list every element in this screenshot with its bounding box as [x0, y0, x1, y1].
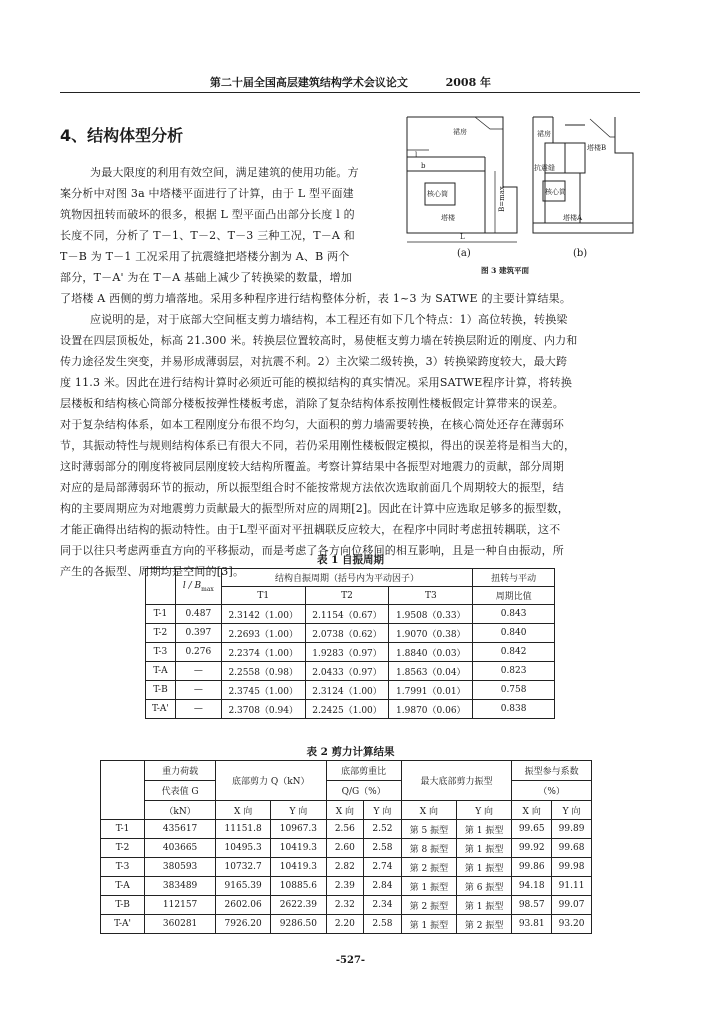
- text-line: 传力途径发生突变，并易形成薄弱层，对抗震不利。2）主次梁二级转换，3）转换梁跨度较大，最大跨: [60, 355, 568, 368]
- cell-t2: 2.0738（0.62）: [305, 624, 389, 643]
- cell-period-ratio: 0.838: [473, 700, 555, 719]
- cell-ry: 2.34: [364, 896, 402, 915]
- text-line: 这时薄弱部分的刚度将被同层刚度较大结构所覆盖。考察计算结果中各振型对地震力的贡献，部分周期: [60, 460, 564, 473]
- cell-my: 第 1 振型: [457, 820, 512, 839]
- col-y: Y 向: [271, 801, 326, 820]
- cell-t2: 2.1154（0.67）: [305, 605, 389, 624]
- cell-t1: 2.2374（1.00）: [221, 643, 305, 662]
- fig-label-podium: 裙房: [453, 128, 467, 136]
- cell-mx: 第 1 振型: [401, 915, 456, 934]
- cell-my: 第 1 振型: [457, 858, 512, 877]
- cell-ratio: 0.397: [175, 624, 221, 643]
- table-1-header-t3: T3: [389, 587, 473, 605]
- ratio-symbol: l / B: [182, 580, 202, 591]
- table-1-corner: [146, 569, 176, 605]
- cell-g: 112157: [145, 896, 216, 915]
- cell-t3: 1.8840（0.03）: [389, 643, 473, 662]
- section-heading: 4、结构体型分析: [60, 126, 184, 145]
- cell-t1: 2.2558（0.98）: [221, 662, 305, 681]
- table-2-corner: [101, 761, 145, 820]
- text-line: T－B 为 T－1 工况采用了抗震缝把塔楼分割为 A、B 两个: [60, 250, 350, 263]
- cell-t2: 1.9283（0.97）: [305, 643, 389, 662]
- table-row: [146, 643, 555, 662]
- text-line: 才能正确得出结构的振动特性。由于L型平面对平扭耦联反应较大，在程序中同时考虑扭转耦联，这不: [60, 523, 561, 536]
- table-1-header-last-2: 周期比值: [473, 587, 555, 605]
- cell-ratio: 0.276: [175, 643, 221, 662]
- fig-b-gap: 抗震缝: [534, 164, 555, 172]
- table-2-h-shear: 底部剪力 Q（kN）: [215, 761, 326, 801]
- table-row: [101, 915, 592, 934]
- cell-qx: 10732.7: [215, 858, 270, 877]
- cell-qy: 10885.6: [271, 877, 326, 896]
- table-row: [146, 681, 555, 700]
- cell-case: T-B: [146, 681, 176, 700]
- cell-t3: 1.7991（0.01）: [389, 681, 473, 700]
- cell-case: T-A: [101, 877, 145, 896]
- table-2-h-ratio-1: 底部剪重比: [326, 761, 401, 781]
- table-row: [146, 624, 555, 643]
- cell-ratio: —: [175, 700, 221, 719]
- table-1-header-group: 结构自振周期（括号内为平动因子）: [221, 569, 472, 587]
- running-header: [0, 74, 701, 90]
- cell-rx: 2.82: [326, 858, 364, 877]
- cell-qx: 9165.39: [215, 877, 270, 896]
- cell-g: 360281: [145, 915, 216, 934]
- cell-px: 98.57: [512, 896, 552, 915]
- cell-my: 第 1 振型: [457, 896, 512, 915]
- cell-g: 435617: [145, 820, 216, 839]
- cell-qy: 10419.3: [271, 858, 326, 877]
- cell-g: 383489: [145, 877, 216, 896]
- col-x: X 向: [401, 801, 456, 820]
- table-2-h-load-unit: （kN）: [145, 801, 216, 820]
- cell-py: 99.89: [552, 820, 592, 839]
- col-y: Y 向: [552, 801, 592, 820]
- table-2-h-ratio-2: Q/G（%）: [326, 781, 401, 801]
- text-line: 应说明的是，对于底部大空间框支剪力墙结构，本工程还有如下几个特点：1）高位转换，转换梁: [90, 313, 568, 326]
- col-x: X 向: [215, 801, 270, 820]
- table-2-h-mass-1: 振型参与系数: [512, 761, 592, 781]
- cell-mx: 第 2 振型: [401, 858, 456, 877]
- table-row: [146, 605, 555, 624]
- cell-mx: 第 1 振型: [401, 877, 456, 896]
- fig-b-tower-a: 塔楼A: [563, 214, 583, 222]
- cell-my: 第 2 振型: [457, 915, 512, 934]
- cell-case: T-1: [101, 820, 145, 839]
- cell-t1: 2.3745（1.00）: [221, 681, 305, 700]
- cell-t1: 2.3142（1.00）: [221, 605, 305, 624]
- table-2-h-mode: 最大底部剪力振型: [401, 761, 512, 801]
- cell-rx: 2.60: [326, 839, 364, 858]
- cell-period-ratio: 0.840: [473, 624, 555, 643]
- text-line: 设置在四层顶板处，标高 21.300 米。转换层位置较高时，易使框支剪力墙在转换层附近的刚度、内力和: [60, 334, 578, 347]
- cell-mx: 第 8 振型: [401, 839, 456, 858]
- cell-mx: 第 5 振型: [401, 820, 456, 839]
- cell-period-ratio: 0.842: [473, 643, 555, 662]
- table-1-header-t2: T2: [305, 587, 389, 605]
- table-row: [146, 700, 555, 719]
- cell-case: T-2: [146, 624, 176, 643]
- figure-3: [405, 115, 640, 280]
- table-row: [146, 662, 555, 681]
- text-line: 部分，T－A' 为在 T－A 基础上减少了转换梁的数量，增加: [60, 271, 353, 284]
- table-row: [101, 896, 592, 915]
- text-line: 度 11.3 米。因此在进行结构计算时必须近可能的模拟结构的真实情况。采用SATWE程序计算，将转换: [60, 376, 573, 389]
- cell-qx: 2602.06: [215, 896, 270, 915]
- text-line: 长度不同，分析了 T－1、T－2、T－3 三种工况，T－A 和: [60, 229, 355, 242]
- cell-t2: 2.3124（1.00）: [305, 681, 389, 700]
- header-rule: [60, 92, 640, 93]
- figure-label-a: (a): [457, 248, 471, 259]
- fig-b-core: 核心筒: [545, 188, 566, 196]
- cell-case: T-3: [101, 858, 145, 877]
- cell-py: 93.20: [552, 915, 592, 934]
- fig-dim-L: L: [460, 233, 465, 241]
- table-1-caption: 表 1 自振周期: [316, 554, 385, 566]
- cell-rx: 2.20: [326, 915, 364, 934]
- table-1-header-ratio: [175, 569, 221, 605]
- cell-px: 99.92: [512, 839, 552, 858]
- cell-case: T-A': [146, 700, 176, 719]
- cell-ratio: —: [175, 662, 221, 681]
- col-x: X 向: [512, 801, 552, 820]
- cell-rx: 2.39: [326, 877, 364, 896]
- cell-case: T-A: [146, 662, 176, 681]
- table-1: [145, 568, 555, 719]
- fig-dim-side: B=max: [497, 186, 506, 212]
- table-1-header-last-1: 扭转与平动: [473, 569, 555, 587]
- cell-ry: 2.74: [364, 858, 402, 877]
- fig-dim-l: l: [415, 151, 418, 159]
- cell-t3: 1.9870（0.06）: [389, 700, 473, 719]
- text-line: 节，其振动特性与规则结构体系已有很大不同，若仍采用刚性楼板假定模拟，得出的误差将是相当大的，: [60, 439, 576, 452]
- cell-rx: 2.56: [326, 820, 364, 839]
- cell-g: 403665: [145, 839, 216, 858]
- cell-ry: 2.58: [364, 915, 402, 934]
- cell-my: 第 6 振型: [457, 877, 512, 896]
- cell-case: T-3: [146, 643, 176, 662]
- cell-ratio: —: [175, 681, 221, 700]
- cell-ry: 2.58: [364, 839, 402, 858]
- text-line: 构的主要周期应为对地震剪力贡献最大的振型所对应的周期[2]。因此在计算中应选取足够多的振型数，: [60, 502, 569, 515]
- text-line: 对于复杂结构体系，如本工程刚度分布很不均匀，大面积的剪力墙需要转换，在核心筒处还存在薄弱环: [60, 418, 564, 431]
- cell-qx: 10495.3: [215, 839, 270, 858]
- cell-t3: 1.9070（0.38）: [389, 624, 473, 643]
- cell-qy: 9286.50: [271, 915, 326, 934]
- cell-ry: 2.52: [364, 820, 402, 839]
- table-row: [101, 858, 592, 877]
- cell-qx: 11151.8: [215, 820, 270, 839]
- cell-my: 第 1 振型: [457, 839, 512, 858]
- fig-label-tower: 塔楼: [441, 214, 455, 222]
- cell-qy: 2622.39: [271, 896, 326, 915]
- figure-label-b: (b): [573, 248, 588, 259]
- fig-b-tower-b: 塔楼B: [587, 144, 607, 152]
- table-2-caption: 表 2 剪力计算结果: [306, 746, 395, 758]
- cell-case: T-A': [101, 915, 145, 934]
- fig-dim-b: b: [421, 162, 426, 170]
- fig-label-core: 核心筒: [427, 190, 448, 198]
- fig-b-podium: 裙房: [537, 130, 551, 138]
- cell-px: 94.18: [512, 877, 552, 896]
- text-line: 产生的各振型、周期均是空间的[3]。: [60, 565, 245, 578]
- cell-px: 99.86: [512, 858, 552, 877]
- table-2-h-load-1: 重力荷载: [145, 761, 216, 781]
- cell-period-ratio: 0.758: [473, 681, 555, 700]
- ratio-subscript: max: [201, 585, 214, 593]
- cell-case: T-2: [101, 839, 145, 858]
- table-2-h-mass-2: （%）: [512, 781, 592, 801]
- cell-t2: 2.2425（1.00）: [305, 700, 389, 719]
- cell-py: 99.07: [552, 896, 592, 915]
- cell-px: 99.65: [512, 820, 552, 839]
- cell-t3: 1.9508（0.33）: [389, 605, 473, 624]
- col-y: Y 向: [457, 801, 512, 820]
- header-year: 2008 年: [445, 76, 492, 89]
- cell-qy: 10967.3: [271, 820, 326, 839]
- cell-period-ratio: 0.823: [473, 662, 555, 681]
- cell-py: 99.68: [552, 839, 592, 858]
- cell-py: 99.98: [552, 858, 592, 877]
- text-line: 案分析中对图 3a 中塔楼平面进行了计算，由于 L 型平面建: [60, 187, 354, 200]
- cell-t3: 1.8563（0.04）: [389, 662, 473, 681]
- table-2: [100, 760, 592, 934]
- table-1-header-t1: T1: [221, 587, 305, 605]
- cell-qx: 7926.20: [215, 915, 270, 934]
- cell-py: 91.11: [552, 877, 592, 896]
- cell-case: T-1: [146, 605, 176, 624]
- cell-rx: 2.32: [326, 896, 364, 915]
- text-line: 为最大限度的利用有效空间，满足建筑的使用功能。方: [90, 166, 359, 179]
- table-row: [101, 820, 592, 839]
- cell-t1: 2.3708（0.94）: [221, 700, 305, 719]
- cell-mx: 第 2 振型: [401, 896, 456, 915]
- table-row: [101, 877, 592, 896]
- text-line: 同于以往只考虑两垂直方向的平移振动，而是考虑了各方向位移间的相互影响，且是一种自由振动，所: [60, 544, 564, 557]
- page-number: -527-: [335, 955, 366, 966]
- cell-qy: 10419.3: [271, 839, 326, 858]
- cell-ry: 2.84: [364, 877, 402, 896]
- table-2-h-load-2: 代表值 G: [145, 781, 216, 801]
- text-line: 对应的是局部薄弱环节的振动，所以振型组合时不能按常规方法依次选取前面几个周期较大的振型，结: [60, 481, 564, 494]
- cell-t2: 2.0433（0.97）: [305, 662, 389, 681]
- cell-t1: 2.2693（1.00）: [221, 624, 305, 643]
- cell-px: 93.81: [512, 915, 552, 934]
- cell-case: T-B: [101, 896, 145, 915]
- figure-caption: 图 3 建筑平面: [481, 266, 529, 275]
- text-line: 层楼板和结构核心筒部分楼板按弹性楼板考虑，消除了复杂结构体系按刚性楼板假定计算带来的误差。: [60, 397, 564, 410]
- text-line: 了塔楼 A 西侧的剪力墙落地。采用多种程序进行结构整体分析，表 1~3 为 SATWE 的主要计算结果。: [60, 292, 572, 305]
- cell-ratio: 0.487: [175, 605, 221, 624]
- text-line: 筑物因扭转而破坏的很多，根据 L 型平面凸出部分长度 l 的: [60, 208, 355, 221]
- table-row: [101, 839, 592, 858]
- col-y: Y 向: [364, 801, 402, 820]
- cell-period-ratio: 0.843: [473, 605, 555, 624]
- cell-g: 380593: [145, 858, 216, 877]
- header-title: 第二十届全国高层建筑结构学术会议论文: [209, 76, 408, 89]
- col-x: X 向: [326, 801, 364, 820]
